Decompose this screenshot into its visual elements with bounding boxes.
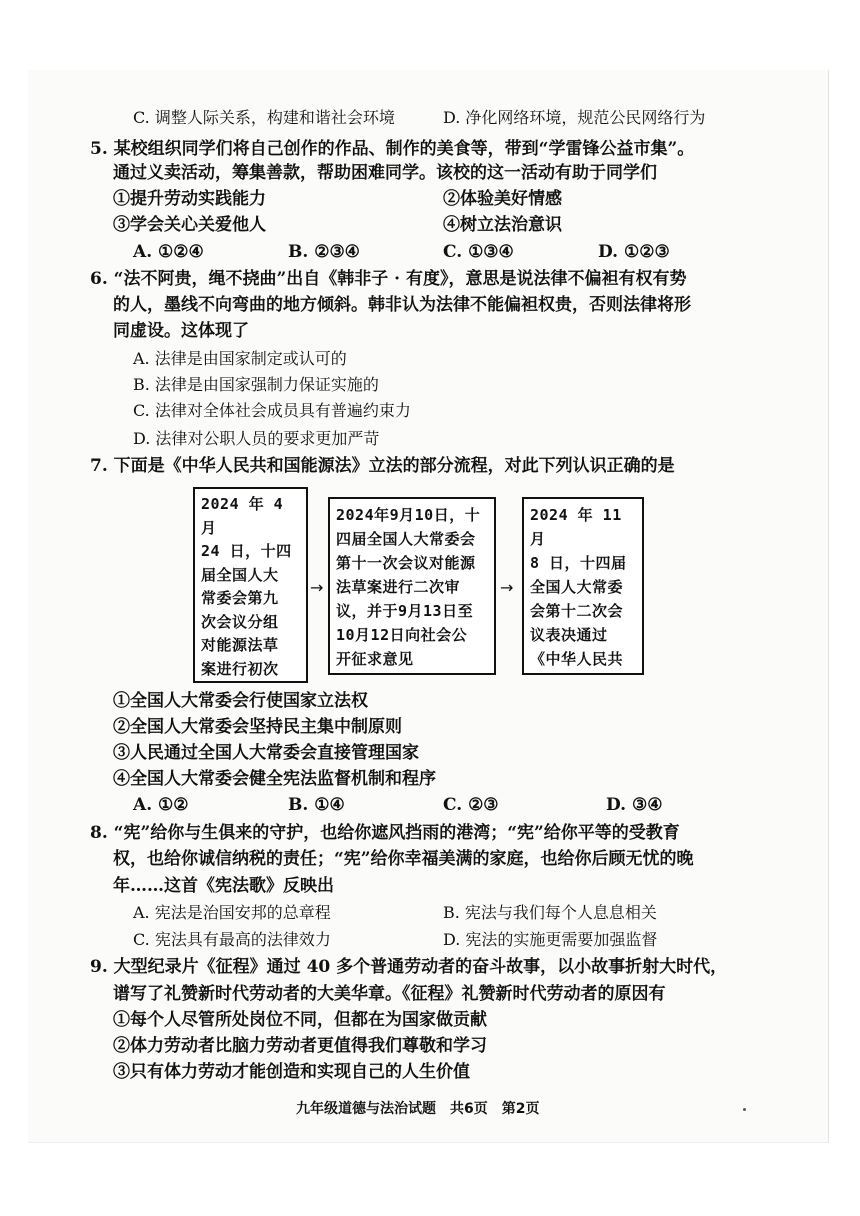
- flow-step-2-line: 2024年9月10日，十: [336, 506, 481, 524]
- flow-step-3-line: 议表决通过: [530, 626, 608, 644]
- q7-option-b: B. ①④: [288, 795, 345, 815]
- flow-step-1-line: 届全国人大: [201, 565, 279, 584]
- q6-stem-line3: 同虚设。这体现了: [113, 321, 249, 341]
- q6-stem-line2: 的人，墨线不向弯曲的地方倾斜。韩非认为法律不能偏袒权贵，否则法律将形: [113, 295, 691, 315]
- flow-step-2-line: 法草案进行二次审: [336, 578, 461, 596]
- flow-step-1-line: 案进行初次: [201, 659, 279, 678]
- q7-statement-1: ①全国人大常委会行使国家立法权: [113, 691, 368, 711]
- q6-option-d: D. 法律对公职人员的要求更加严苛: [133, 429, 380, 448]
- flow-step-3-line: 2024 年 11 月: [530, 506, 622, 548]
- q6-option-b: B. 法律是由国家强制力保证实施的: [133, 375, 379, 394]
- flow-step-3-line: 8 日，十四届: [530, 554, 627, 572]
- q8-stem-line1: 8. “宪”给你与生俱来的守护，也给你遮风挡雨的港湾；“宪”给你平等的受教育: [90, 823, 680, 843]
- flow-step-1-line: 次会议分组: [201, 612, 279, 631]
- flow-step-2-line: 四届全国人大常委会: [336, 530, 476, 548]
- q5-statement-3: ③学会关心关爱他人: [113, 215, 266, 235]
- q9-stem-line2: 谱写了礼赞新时代劳动者的大美华章。《征程》礼赞新时代劳动者的原因有: [113, 984, 666, 1004]
- q7-option-d: D. ③④: [606, 795, 663, 815]
- q5-stem-line1: 5. 某校组织同学们将自己创作的作品、制作的美食等，带到“学雷锋公益市集”。: [90, 139, 695, 159]
- q7-option-c: C. ②③: [443, 795, 499, 815]
- q6-option-a: A. 法律是由国家制定或认可的: [133, 349, 347, 368]
- q7-statement-2: ②全国人大常委会坚持民主集中制原则: [113, 717, 402, 737]
- q9-stem-line1: 9. 大型纪录片《征程》通过 40 多个普通劳动者的奋斗故事，以小故事折射大时代，: [90, 957, 728, 977]
- q7-flow-step-2: [328, 497, 496, 675]
- page-footer: 九年级道德与法治试题 共6页 第2页: [296, 1101, 540, 1117]
- q5-option-d: D. ①②③: [598, 242, 670, 262]
- flow-step-3-line: [530, 671, 636, 675]
- q8-stem-line2: 权，也给你诚信纳税的责任；“宪”给你幸福美满的家庭，也给你后顾无忧的晚: [113, 849, 694, 869]
- q8-option-c: C. 宪法具有最高的法律效力: [133, 930, 331, 949]
- flow-step-1-line: 24 日，十四: [201, 542, 292, 560]
- q5-option-c: C. ①③④: [443, 242, 514, 262]
- q7-statement-4: ④全国人大常委会健全宪法监督机制和程序: [113, 769, 436, 789]
- q5-option-a: A. ①②④: [133, 242, 204, 262]
- q6-option-c: C. 法律对全体社会成员具有普遍约束力: [133, 401, 411, 420]
- q5-stem-line2: 通过义卖活动，筹集善款，帮助困难同学。该校的这一活动有助于同学们: [113, 163, 657, 183]
- q8-option-b: B. 宪法与我们每个人息息相关: [443, 903, 657, 922]
- q4-option-c: C. 调整人际关系，构建和谐社会环境: [133, 108, 395, 127]
- flow-arrow-icon: →: [500, 578, 514, 597]
- q8-stem-line3: 年……这首《宪法歌》反映出: [113, 876, 334, 896]
- flow-step-3-line: 《中华人民共: [530, 650, 624, 668]
- flow-step-2-line: 第十一次会议对能源: [336, 554, 476, 572]
- q5-option-b: B. ②③④: [288, 242, 360, 262]
- flow-step-1-line: 常委会第九: [201, 589, 279, 607]
- flow-step-2-line: 开征求意见: [336, 650, 414, 668]
- q7-statement-3: ③人民通过全国人大常委会直接管理国家: [113, 743, 419, 763]
- flow-step-1-line: 对能源法草: [201, 636, 279, 654]
- q6-stem-line1: 6. “法不阿贵，绳不挠曲”出自《韩非子 · 有度》，意思是说法律不偏袒有权有势: [90, 269, 687, 289]
- q5-statement-2: ②体验美好情感: [443, 189, 562, 209]
- q5-statement-4: ④树立法治意识: [443, 215, 562, 235]
- q7-stem: 7. 下面是《中华人民共和国能源法》立法的部分流程，对此下列认识正确的是: [90, 456, 675, 476]
- q9-statement-3: ③只有体力劳动才能创造和实现自己的人生价值: [113, 1062, 470, 1082]
- flow-step-2-line: 10月12日向社会公: [336, 626, 468, 644]
- q4-option-d: D. 净化网络环境，规范公民网络行为: [443, 108, 706, 127]
- flow-step-2-line: 议，并于9月13日至: [336, 602, 474, 620]
- flow-step-1-line: [201, 681, 300, 683]
- q7-flow-step-1: [193, 487, 308, 683]
- flow-step-3-line: 全国人大常委: [530, 578, 624, 596]
- q7-option-a: A. ①②: [133, 795, 189, 815]
- speck-mark: [743, 1108, 746, 1111]
- flow-arrow-icon: →: [310, 578, 324, 597]
- flow-step-1-line: 2024 年 4 月: [201, 495, 284, 537]
- flow-step-3-line: 会第十二次会: [530, 602, 624, 620]
- q5-statement-1: ①提升劳动实践能力: [113, 189, 266, 209]
- q9-statement-2: ②体力劳动者比脑力劳动者更值得我们尊敬和学习: [113, 1036, 487, 1056]
- q7-flow-step-3: [522, 497, 644, 675]
- q8-option-a: A. 宪法是治国安邦的总章程: [133, 903, 331, 922]
- q8-option-d: D. 宪法的实施更需要加强监督: [443, 930, 658, 949]
- q9-statement-1: ①每个人尽管所处岗位不同，但都在为国家做贡献: [113, 1010, 487, 1030]
